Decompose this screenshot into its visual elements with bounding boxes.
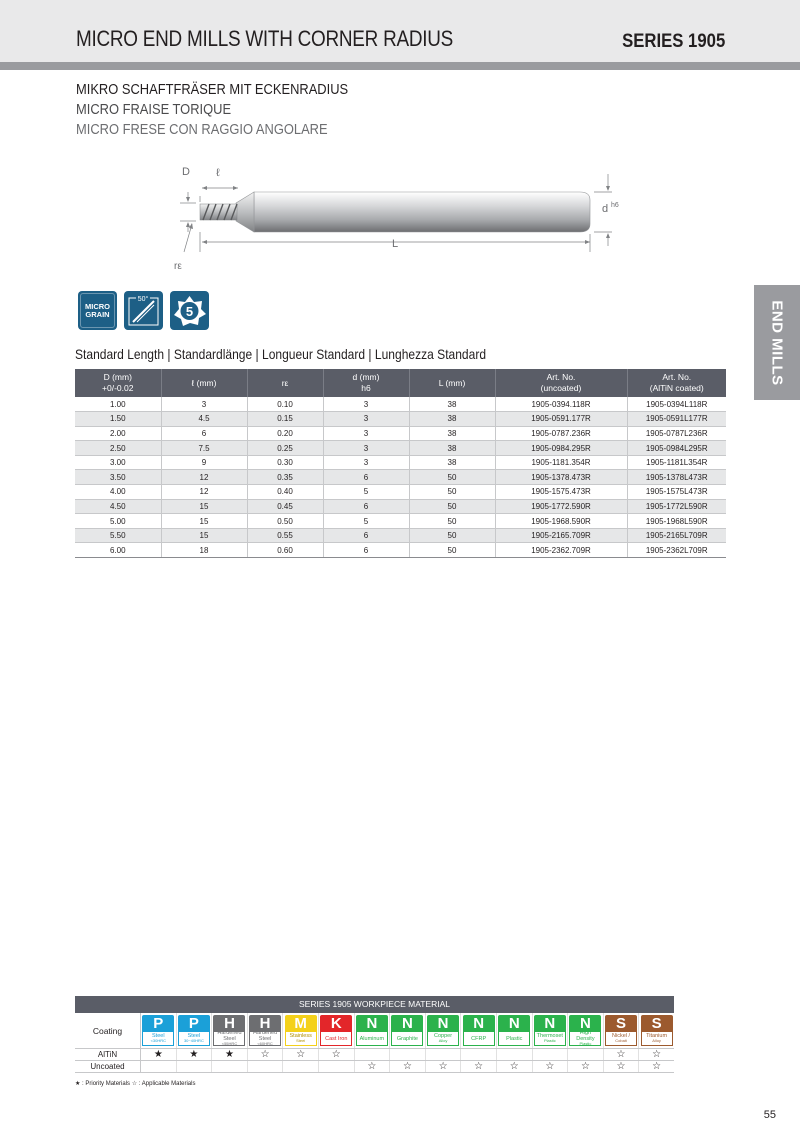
- section-tab[interactable]: [754, 285, 800, 400]
- altin-rating: [461, 1049, 497, 1060]
- uncoated-rating: ☆: [390, 1061, 426, 1072]
- table-cell: 1905-1575.473R: [495, 485, 627, 500]
- subtitle-italian: MICRO FRESE CON RAGGIO ANGOLARE: [76, 121, 328, 138]
- material-cell: [461, 1013, 497, 1048]
- workpiece-material-table: [75, 996, 674, 1073]
- altin-rating: ★: [212, 1049, 248, 1060]
- table-row: [75, 397, 726, 412]
- subtitle-german: MIKRO SCHAFTFRÄSER MIT ECKENRADIUS: [76, 81, 349, 98]
- material-cell: [283, 1013, 319, 1048]
- material-badge: [534, 1015, 566, 1046]
- table-cell: 1905-1968L590R: [627, 514, 726, 529]
- table-cell: 1905-0394L118R: [627, 397, 726, 412]
- table-cell: 0.45: [247, 499, 323, 514]
- table-cell: 3: [161, 397, 247, 412]
- table-cell: 1905-0591.177R: [495, 412, 627, 427]
- material-name: Steel: [187, 1033, 201, 1040]
- material-cell: [639, 1013, 674, 1048]
- table-cell: 5: [323, 485, 409, 500]
- table-cell: 6.00: [75, 543, 161, 558]
- coating-row: [75, 1013, 674, 1049]
- uncoated-rating: ☆: [533, 1061, 569, 1072]
- table-cell: 38: [409, 455, 495, 470]
- material-group-letter: N: [569, 1015, 601, 1032]
- material-subname: Alloy: [438, 1038, 448, 1044]
- uncoated-rating: [319, 1061, 355, 1072]
- material-subname: <55HRC: [221, 1041, 238, 1047]
- table-cell: 3: [323, 426, 409, 441]
- material-cell: [497, 1013, 533, 1048]
- micro-grain-line2: GRAIN: [85, 309, 110, 319]
- table-cell: 5: [323, 514, 409, 529]
- table-cell: 4.50: [75, 499, 161, 514]
- helix-angle-icon: [124, 291, 163, 330]
- table-cell: 12: [161, 485, 247, 500]
- material-name: Titanium: [646, 1033, 668, 1040]
- uncoated-rating: [212, 1061, 248, 1072]
- table-cell: 6: [161, 426, 247, 441]
- altin-rating: ★: [177, 1049, 213, 1060]
- material-cell: [426, 1013, 462, 1048]
- material-group-letter: N: [391, 1015, 423, 1032]
- material-cell: [141, 1013, 177, 1048]
- material-name: Cast Iron: [325, 1035, 348, 1042]
- material-name: Thermoset: [536, 1033, 563, 1040]
- material-name: Steel: [152, 1033, 165, 1040]
- table-cell: 6: [323, 499, 409, 514]
- material-group-letter: S: [605, 1015, 637, 1032]
- table-cell: 0.35: [247, 470, 323, 485]
- dimension-label-D: D: [182, 166, 190, 178]
- material-name: Hardened Steel: [252, 1030, 278, 1043]
- material-badge: [249, 1015, 281, 1046]
- header-diameter: D (mm) +0/-0.02: [75, 369, 161, 397]
- table-cell: 3: [323, 441, 409, 456]
- material-badge: [213, 1015, 245, 1046]
- table-row: [75, 514, 726, 529]
- table-cell: 50: [409, 485, 495, 500]
- dimension-label-L: L: [392, 238, 399, 250]
- material-group-letter: N: [427, 1015, 459, 1032]
- table-cell: 1905-0984L295R: [627, 441, 726, 456]
- table-cell: 0.30: [247, 455, 323, 470]
- material-badge: [498, 1015, 530, 1046]
- material-cell: [604, 1013, 640, 1048]
- table-cell: 6: [323, 528, 409, 543]
- end-mill-drawing: [170, 160, 630, 275]
- header-art-no-coated: Art. No. (AlTiN coated): [627, 369, 726, 397]
- table-cell: 18: [161, 543, 247, 558]
- material-name: Graphite: [396, 1035, 418, 1042]
- table-cell: 1905-2165.709R: [495, 528, 627, 543]
- header-art-no-uncoated: Art. No. (uncoated): [495, 369, 627, 397]
- coating-label: Coating: [75, 1013, 141, 1048]
- material-subname: Plastic: [579, 1041, 592, 1047]
- table-cell: 1905-1181L354R: [627, 455, 726, 470]
- table-cell: 15: [161, 499, 247, 514]
- altin-rating: ☆: [652, 1049, 662, 1060]
- dimension-label-d: d: [602, 203, 609, 215]
- table-cell: 5.50: [75, 528, 161, 543]
- table-cell: 5.00: [75, 514, 161, 529]
- table-cell: 7.5: [161, 441, 247, 456]
- material-badge: [641, 1015, 673, 1046]
- material-name: CFRP: [471, 1035, 487, 1042]
- table-cell: 1.00: [75, 397, 161, 412]
- material-cell: [319, 1013, 355, 1048]
- material-subname: Alloy: [652, 1038, 661, 1044]
- micro-grain-line1: MICRO: [85, 301, 110, 311]
- uncoated-rating: ☆: [355, 1061, 391, 1072]
- altin-rating: [426, 1049, 462, 1060]
- table-cell: 3: [323, 397, 409, 412]
- table-cell: 1905-2362L709R: [627, 543, 726, 558]
- material-badge: [178, 1015, 210, 1046]
- altin-rating: [390, 1049, 426, 1060]
- header-flute-length: ℓ (mm): [161, 369, 247, 397]
- altin-row: [75, 1049, 674, 1061]
- dimension-label-corner-radius: rε: [174, 261, 182, 272]
- material-cell: [355, 1013, 391, 1048]
- table-cell: 2.50: [75, 441, 161, 456]
- material-name: Copper: [434, 1033, 453, 1040]
- material-badge: [463, 1015, 495, 1046]
- material-cell: [212, 1013, 248, 1048]
- uncoated-label: Uncoated: [75, 1061, 141, 1072]
- altin-rating: [568, 1049, 604, 1060]
- table-header-row: [75, 369, 726, 397]
- material-group-letter: H: [213, 1015, 245, 1032]
- table-cell: 1905-0787L236R: [627, 426, 726, 441]
- material-subname: Steel: [296, 1038, 306, 1044]
- table-row: [75, 455, 726, 470]
- table-cell: 1905-1575L473R: [627, 485, 726, 500]
- table-cell: 1905-1378L473R: [627, 470, 726, 485]
- altin-rating: [355, 1049, 391, 1060]
- table-cell: 15: [161, 528, 247, 543]
- uncoated-rating: ☆: [568, 1061, 604, 1072]
- header-rule: [0, 62, 800, 70]
- table-cell: 0.50: [247, 514, 323, 529]
- table-cell: 6: [323, 470, 409, 485]
- table-cell: 1.50: [75, 412, 161, 427]
- table-cell: 1905-1181.354R: [495, 455, 627, 470]
- rating-legend: ★ : Priority Materials ☆ : Applicable Materials: [75, 1081, 196, 1087]
- table-row: [75, 485, 726, 500]
- header-corner-radius: rε: [247, 369, 323, 397]
- table-cell: 0.10: [247, 397, 323, 412]
- material-group-letter: S: [641, 1015, 673, 1032]
- uncoated-rating: [283, 1061, 319, 1072]
- table-cell: 50: [409, 470, 495, 485]
- table-cell: 4.00: [75, 485, 161, 500]
- material-name: Plastic: [506, 1035, 523, 1042]
- helix-angle-value: 50°: [137, 296, 149, 303]
- material-group-letter: M: [285, 1015, 317, 1032]
- dimension-label-flute-length: ℓ: [216, 167, 220, 179]
- material-group-letter: N: [534, 1015, 566, 1032]
- material-subname: Plastic: [543, 1038, 556, 1044]
- table-cell: 2.00: [75, 426, 161, 441]
- material-name: High Density: [576, 1030, 595, 1043]
- table-row: [75, 543, 726, 558]
- uncoated-rating: [177, 1061, 213, 1072]
- table-cell: 1905-2362.709R: [495, 543, 627, 558]
- material-cell: [177, 1013, 213, 1048]
- material-name: Stainless: [289, 1033, 312, 1040]
- header-shank-diameter: d (mm) h6: [323, 369, 409, 397]
- table-cell: 1905-0394.118R: [495, 397, 627, 412]
- table-cell: 3: [323, 412, 409, 427]
- material-badge: [391, 1015, 423, 1046]
- uncoated-row: [75, 1061, 674, 1073]
- table-row: [75, 470, 726, 485]
- material-name: Aluminum: [359, 1035, 385, 1042]
- table-cell: 1905-1772.590R: [495, 499, 627, 514]
- table-cell: 3.50: [75, 470, 161, 485]
- material-badge: [569, 1015, 601, 1046]
- material-badge: [605, 1015, 637, 1046]
- material-group-letter: K: [320, 1015, 352, 1032]
- table-cell: 1905-1772L590R: [627, 499, 726, 514]
- table-cell: 6: [323, 543, 409, 558]
- material-cell: [533, 1013, 569, 1048]
- table-row: [75, 426, 726, 441]
- table-cell: 4.5: [161, 412, 247, 427]
- altin-rating: ☆: [283, 1049, 319, 1060]
- table-cell: 50: [409, 528, 495, 543]
- material-badge: [427, 1015, 459, 1046]
- material-badge: [320, 1015, 352, 1046]
- feature-badges: [78, 291, 209, 330]
- altin-rating: ★: [141, 1049, 177, 1060]
- table-cell: 3.00: [75, 455, 161, 470]
- table-cell: 50: [409, 514, 495, 529]
- five-flutes-icon: [170, 291, 209, 330]
- table-cell: 38: [409, 441, 495, 456]
- table-cell: 0.20: [247, 426, 323, 441]
- table-cell: 9: [161, 455, 247, 470]
- uncoated-rating: [141, 1061, 177, 1072]
- material-group-letter: H: [249, 1015, 281, 1032]
- material-cell: [248, 1013, 284, 1048]
- subtitle-french: MICRO FRAISE TORIQUE: [76, 101, 232, 118]
- table-cell: 15: [161, 514, 247, 529]
- uncoated-rating: [248, 1061, 284, 1072]
- material-cell: [390, 1013, 426, 1048]
- table-cell: 38: [409, 426, 495, 441]
- table-cell: 38: [409, 397, 495, 412]
- section-tab-label: END MILLS: [768, 299, 786, 386]
- altin-rating: ☆: [604, 1049, 640, 1060]
- table-cell: 1905-1378.473R: [495, 470, 627, 485]
- table-cell: 0.60: [247, 543, 323, 558]
- material-name: Nickel /: [612, 1033, 631, 1040]
- table-cell: 1905-0787.236R: [495, 426, 627, 441]
- page-title: MICRO END MILLS WITH CORNER RADIUS: [76, 26, 454, 51]
- table-cell: 0.55: [247, 528, 323, 543]
- material-group-letter: P: [142, 1015, 174, 1032]
- table-row: [75, 499, 726, 514]
- uncoated-rating: ☆: [652, 1061, 662, 1072]
- altin-rating: ☆: [319, 1049, 355, 1060]
- table-cell: 1905-0591L177R: [627, 412, 726, 427]
- header-overall-length: L (mm): [409, 369, 495, 397]
- table-cell: 0.40: [247, 485, 323, 500]
- material-badge: [356, 1015, 388, 1046]
- table-row: [75, 528, 726, 543]
- table-cell: 1905-1968.590R: [495, 514, 627, 529]
- material-group-letter: N: [498, 1015, 530, 1032]
- material-group-letter: P: [178, 1015, 210, 1032]
- material-subname: Cobalt: [615, 1038, 627, 1044]
- uncoated-rating: ☆: [426, 1061, 462, 1072]
- table-row: [75, 412, 726, 427]
- helix-angle-badge: [124, 291, 163, 330]
- uncoated-rating: ☆: [461, 1061, 497, 1072]
- workpiece-title: SERIES 1905 WORKPIECE MATERIAL: [75, 996, 674, 1013]
- material-subname: <60HRC: [257, 1041, 273, 1047]
- flute-count: 5: [185, 304, 194, 319]
- altin-label: AlTiN: [75, 1049, 141, 1060]
- table-row: [75, 441, 726, 456]
- material-group-letter: N: [356, 1015, 388, 1032]
- dimension-label-tolerance: h6: [611, 202, 619, 209]
- table-cell: 38: [409, 412, 495, 427]
- table-heading: Standard Length | Standardlänge | Longueur Standard | Lunghezza Standard: [75, 346, 487, 362]
- uncoated-rating: ☆: [497, 1061, 533, 1072]
- material-group-letter: N: [463, 1015, 495, 1032]
- table-cell: 1905-0984.295R: [495, 441, 627, 456]
- table-cell: 50: [409, 543, 495, 558]
- table-cell: 50: [409, 499, 495, 514]
- altin-rating: [533, 1049, 569, 1060]
- table-cell: 12: [161, 470, 247, 485]
- material-name: Hardened Steel: [217, 1030, 242, 1043]
- uncoated-rating: ☆: [604, 1061, 640, 1072]
- material-subname: <30HRC: [150, 1038, 167, 1044]
- table-cell: 3: [323, 455, 409, 470]
- table-cell: 1905-2165L709R: [627, 528, 726, 543]
- material-cell: [568, 1013, 604, 1048]
- altin-rating: ☆: [248, 1049, 284, 1060]
- material-badge: [285, 1015, 317, 1046]
- table-cell: 0.25: [247, 441, 323, 456]
- series-title: SERIES 1905: [621, 31, 725, 52]
- page-number: 55: [763, 1109, 776, 1121]
- material-subname: 30~40HRC: [183, 1038, 204, 1044]
- table-cell: 0.15: [247, 412, 323, 427]
- material-badge: [142, 1015, 174, 1046]
- micro-grain-badge: [78, 291, 117, 330]
- flutes-badge: [170, 291, 209, 330]
- altin-rating: [497, 1049, 533, 1060]
- spec-table: [75, 369, 726, 558]
